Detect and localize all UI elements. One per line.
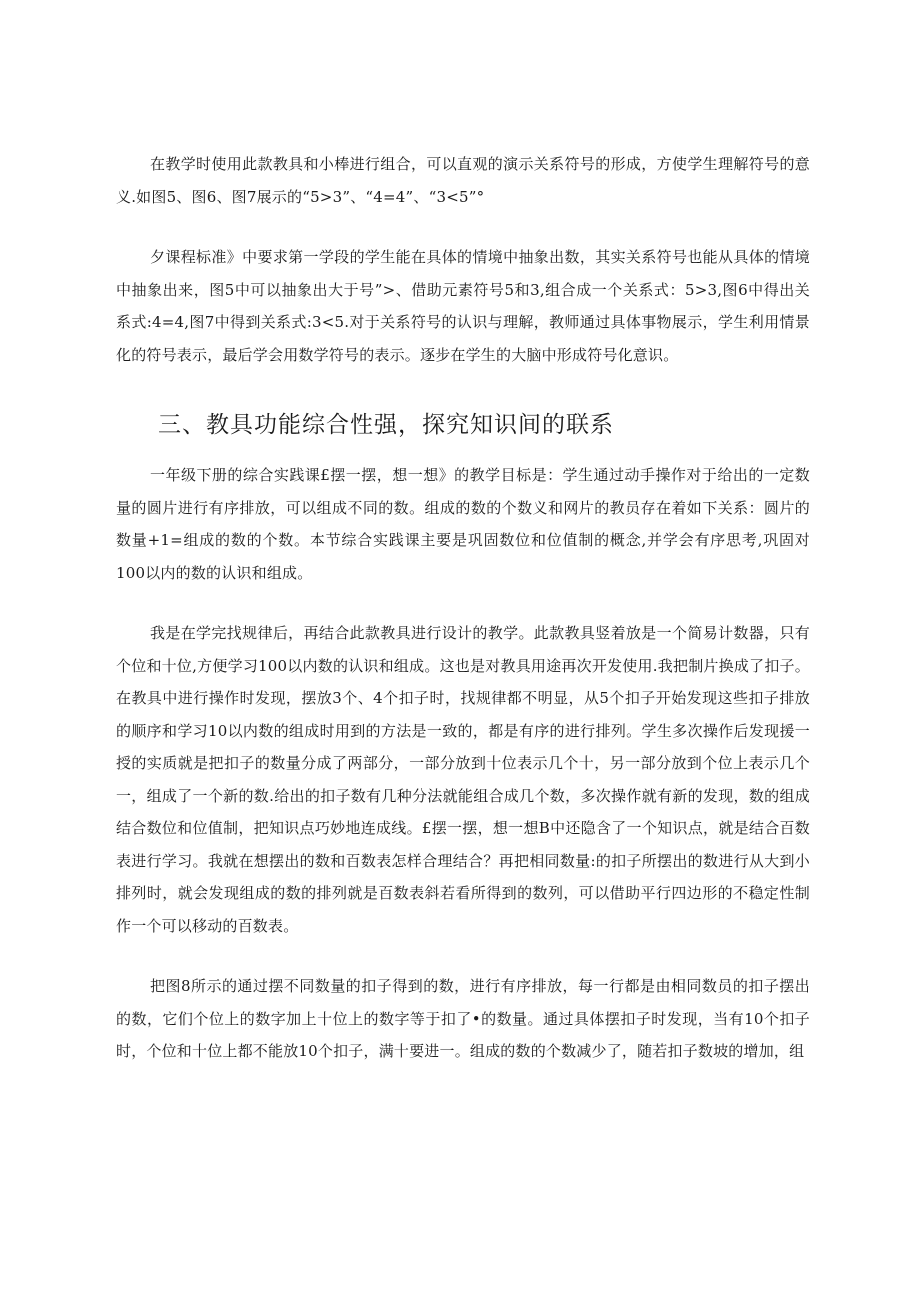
paragraph-practice-lesson: 一年级下册的综合实践课£摆一摆，想一想》的教学目标是：学生通过动手操作对于给出的一定数量的圆片进行有序排放，可以组成不同的数。组成的数的个数义和网片的教员存在着如下关系：圆片的数量+1=组成的数的个数。本节综合实践课主要是巩固数位和位值制的概念,并学会有序思考,巩固对100以内的数的认识和组成。 — [116, 466, 810, 582]
document-page — [116, 148, 810, 1068]
paragraph-curriculum-standard: 夕课程标准》中要求第一学段的学生能在具体的情境中抽象出数，其实关系符号也能从具体的情境中抽象出来，图5中可以抽象出大于号”>、借助元素符号5和3,组合成一个关系式：5>3,图6中得出关系式:4=4,图7中得到关系式:3<5.对于关系符号的认识与理解，教师通过具体事物展示，学生利用情景化的符号表示，最后学会用数学符号的表示。逐步在学生的大脑中形成符号化意识。 — [116, 248, 810, 364]
section-heading: 三、教具功能综合性强，探究知识间的联系 — [158, 412, 614, 438]
paragraph-symbol-demo: 在教学时使用此款教具和小棒进行组合，可以直观的演示关系符号的形成，方使学生理解符号的意义.如图5、图6、图7展示的“5>3”、“4=4”、“3<5”° — [116, 155, 810, 206]
paragraph-figure-8: 把图8所示的通过摆不同数量的扣子得到的数，进行有序排放，每一行都是由相同数员的扣子摆出的数，它们个位上的数字加上十位上的数字等于扣了•的数量。通过具体摆扣子时发现，当有10个扣子时，个位和十位上都不能放10个扣子，满十要进一。组成的数的个数减少了，随若扣子数坡的增加，组 — [116, 977, 810, 1060]
paragraph-teaching-design: 我是在学完找规律后，再结合此款教具进行设计的教学。此款教具竖着放是一个简易计数器，只有个位和十位,方便学习100以内数的认识和组成。这也是对教具用途再次开发使用.我把制片换成了扣子。在教具中进行操作时发现，摆放3个、4个扣子时，找规律都不明显，从5个扣子开始发现这些扣子排放的顺序和学习10以内数的组成时用到的方法是一致的，都是有序的进行排列。学生多次操作后发现援一授的实质就是把扣子的数量分成了两部分，一部分放到十位表示几个十，另一部分放到个位上表示几个一，组成了一个新的数.给出的扣子数有几种分法就能组合成几个数，多次操作就有新的发现，数的组成结合数位和位值制，把知识点巧妙地连成线。£摆一摆，想一想B中还隐含了一个知识点，就是结合百数表进行学习。我就在想摆出的数和百数表怎样合理结合？再把相同数量:的扣子所摆出的数进行从大到小排列时，就会发现组成的数的排列就是百数表斜若看所得到的数列，可以借助平行四边形的不稳定性制作一个可以移动的百数表。 — [116, 624, 810, 935]
